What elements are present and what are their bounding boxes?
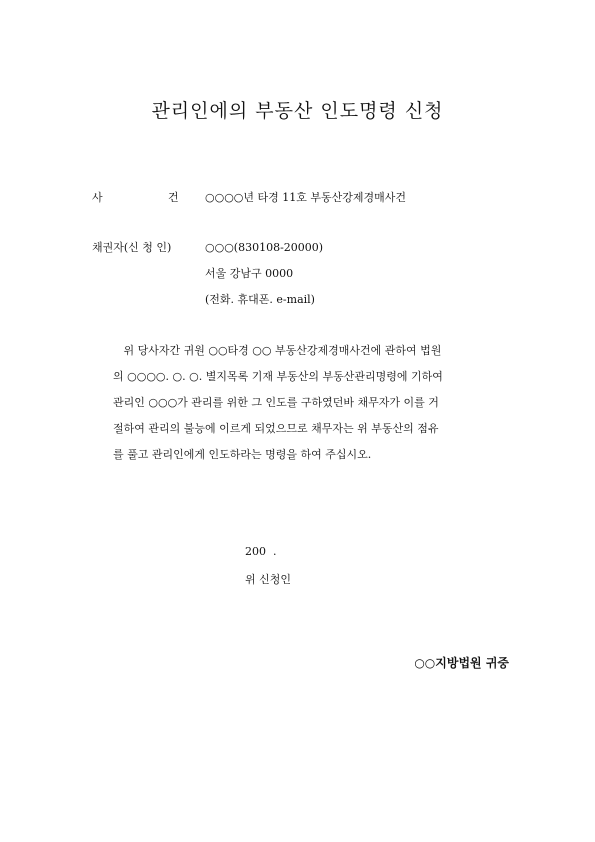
court-addressee: ○○지방법원 귀중 — [414, 656, 509, 670]
creditor-label: 채권자(신 청 인) — [92, 241, 172, 254]
request-body — [113, 338, 513, 468]
case-label-second: 건 — [168, 191, 179, 204]
document-title: 관리인에의 부동산 인도명령 신청 — [151, 100, 444, 122]
body-line: 위 당사자간 귀원 ○○타경 ○○ 부동산강제경매사건에 관하여 법원 — [113, 344, 442, 357]
creditor-name: ○○○(830108-20000) — [205, 241, 324, 254]
body-line: 관리인 ○○○가 관리를 위한 그 인도를 구하였던바 채무자가 이를 거 — [113, 396, 439, 409]
applicant-signature: 위 신청인 — [245, 573, 292, 586]
body-line: 의 ○○○○. ○. ○. 별지목록 기재 부동산의 부동산관리명령에 기하여 — [113, 370, 443, 383]
creditor-contact: (전화. 휴대폰. e-mail) — [205, 293, 315, 306]
case-label-first: 사 — [92, 191, 103, 204]
filing-date: 200 . — [245, 545, 277, 558]
body-line: 절하여 관리의 불능에 이르게 되었으므로 채무자는 위 부동산의 점유 — [113, 422, 439, 435]
case-number: ○○○○년 타경 11호 부동산강제경매사건 — [205, 191, 407, 204]
body-line: 를 풀고 관리인에게 인도하라는 명령을 하여 주십시오. — [113, 448, 372, 461]
creditor-address: 서울 강남구 0000 — [205, 267, 294, 280]
